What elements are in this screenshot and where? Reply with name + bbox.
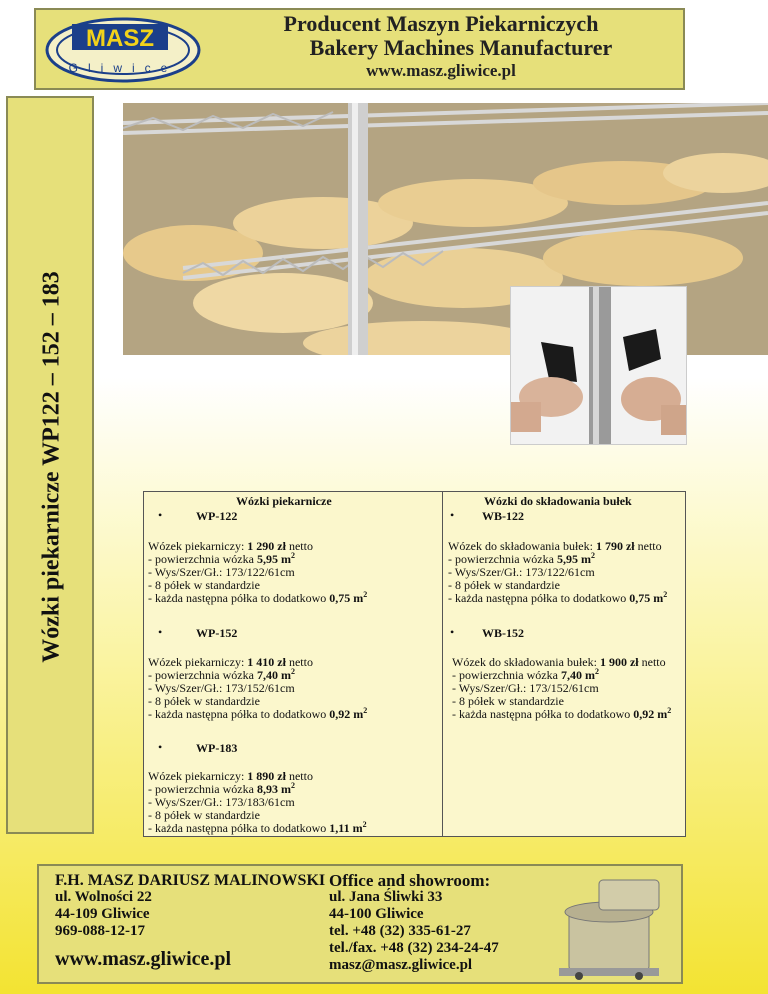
- area: 8,93 m: [256, 782, 291, 796]
- model-name: WB-152: [482, 626, 524, 640]
- model-name: WP-122: [196, 509, 238, 523]
- dough-mixer-machine-image: [539, 870, 679, 980]
- product-description: Wózek piekarniczy: 1 290 zł netto - powierzchnia wózka 5,95 $m^2$ - Wys/Szer/Gł.: 173/122/61cm - 8 półek w standardzie - każda następna półka to dodatkowo 0,75 $m^2$: [148, 539, 368, 605]
- company-city: 44-109 Gliwice: [55, 906, 150, 922]
- bullet: •: [158, 508, 163, 522]
- header-title-en: Bakery Machines Manufacturer: [309, 35, 613, 60]
- sidebar-panel: [6, 96, 94, 834]
- office-street: ul. Jana Śliwki 33: [329, 889, 443, 905]
- company-street: ul. Wolności 22: [55, 889, 152, 905]
- header-title-pl: Producent Maszyn Piekarniczych: [283, 11, 599, 36]
- price: 1 290 zł: [247, 539, 286, 553]
- bullet: •: [450, 625, 455, 639]
- office-heading: Office and showroom:: [329, 871, 491, 890]
- product-description: Wózek piekarniczy: 1 890 zł netto - powierzchnia wózka 8,93 $m^2$ - Wys/Szer/Gł.: 173/183/61cm - 8 półek w standardzie - każda następna półka to dodatkowo 1,11 $m^2$: [148, 769, 367, 835]
- bullet: •: [158, 625, 163, 639]
- office-fax: tel./fax. +48 (32) 234-24-47: [329, 940, 499, 956]
- office-address: [329, 872, 499, 974]
- category-title: Wózki piekarnicze: [236, 494, 332, 508]
- office-tel: tel. +48 (32) 335-61-27: [329, 923, 471, 939]
- price: 1 900 zł: [599, 655, 639, 669]
- sidebar-title: Wózki piekarnicze WP122 – 152 – 183: [38, 271, 65, 663]
- product-description: Wózek do składowania bułek: 1 900 zł netto - powierzchnia wózka 7,40 $m^2$ - Wys/Szer/Gł.: 173/152/61cm - 8 półek w standardzie - każda następna półka to dodatkowo 0,92 $m^2$: [452, 655, 672, 721]
- area: 5,95 m: [556, 552, 591, 566]
- area: 5,95 m: [256, 552, 291, 566]
- area: 7,40 m: [256, 668, 291, 682]
- shelf-clip-detail-photo: [510, 286, 687, 445]
- company-phone: 969-088-12-17: [55, 923, 145, 939]
- masz-logo: [44, 16, 202, 84]
- price: 1 890 zł: [247, 769, 286, 783]
- bullet: •: [158, 740, 163, 754]
- area: 7,40 m: [560, 668, 595, 682]
- price: 1 410 zł: [247, 655, 286, 669]
- product-table: [143, 491, 686, 837]
- model-name: WB-122: [482, 509, 524, 523]
- footer-contact-panel: [37, 864, 683, 984]
- logo-subtext: Gliwice: [68, 61, 178, 75]
- model-name: WP-183: [196, 741, 238, 755]
- footer-website-link[interactable]: www.masz.gliwice.pl: [55, 948, 232, 970]
- company-name: F.H. MASZ DARIUSZ MALINOWSKI: [55, 872, 326, 889]
- header-website: www.masz.gliwice.pl: [366, 61, 516, 80]
- header-banner: [34, 8, 685, 90]
- category-title: Wózki do składowania bułek: [484, 494, 632, 508]
- product-description: Wózek piekarniczy: 1 410 zł netto - powierzchnia wózka 7,40 $m^2$ - Wys/Szer/Gł.: 173/152/61cm - 8 półek w standardzie - każda następna półka to dodatkowo 0,92 $m^2$: [148, 655, 368, 721]
- price: 1 790 zł: [595, 539, 635, 553]
- bullet: •: [450, 508, 455, 522]
- model-name: WP-152: [196, 626, 238, 640]
- office-city: 44-100 Gliwice: [329, 906, 424, 922]
- company-address: [55, 872, 325, 940]
- product-description: Wózek do składowania bułek: 1 790 zł netto - powierzchnia wózka 5,95 $m^2$ - Wys/Szer/Gł.: 173/122/61cm - 8 półek w standardzie - każda następna półka to dodatkowo 0,75 $m^2$: [448, 539, 668, 605]
- office-email[interactable]: masz@masz.gliwice.pl: [329, 957, 473, 973]
- column-divider: [442, 492, 443, 836]
- logo-text: MASZ: [86, 25, 154, 52]
